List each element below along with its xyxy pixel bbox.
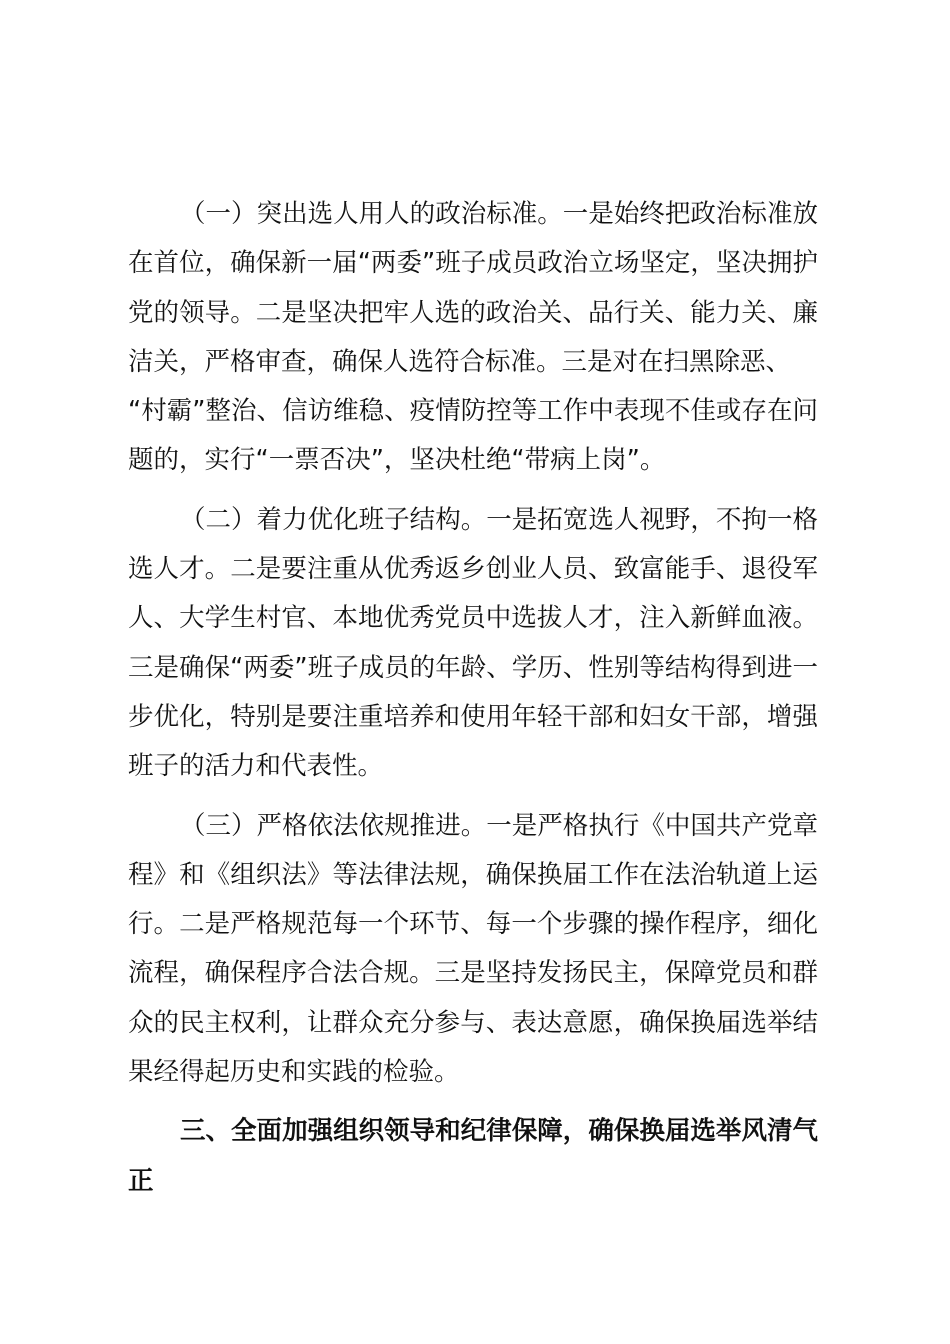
document-page [128, 190, 818, 1216]
text-line: 行。二是严格规范每一个环节、每一个步骤的操作程序，细化 [128, 909, 818, 940]
text-line: 众的民主权利，让群众充分参与、表达意愿，确保换届选举结 [128, 1007, 818, 1038]
text-line: 党的领导。二是坚决把牢人选的政治关、品行关、能力关、廉 [128, 297, 818, 328]
text-line: “村霸”整治、信访维稳、疫情防控等工作中表现不佳或存在问 [128, 396, 818, 427]
heading-line: 三、全面加强组织领导和纪律保障，确保换届选举风清气 [180, 1116, 818, 1147]
text-line: 果经得起历史和实践的检验。 [128, 1057, 460, 1088]
text-line: 在首位，确保新一届“两委”班子成员政治立场坚定，坚决拥护 [128, 248, 818, 279]
text-line: 程》和《组织法》等法律法规，确保换届工作在法治轨道上运 [128, 859, 818, 890]
text-line: 班子的活力和代表性。 [128, 751, 384, 782]
paragraph-section-1 [128, 190, 818, 486]
text-line: 选人才。二是要注重从优秀返乡创业人员、致富能手、退役军 [128, 554, 818, 585]
heading-line: 正 [128, 1165, 154, 1196]
text-line: 题的，实行“一票否决”，坚决杜绝“带病上岗”。 [128, 445, 666, 476]
text-line: 流程，确保程序合法合规。三是坚持发扬民主，保障党员和群 [128, 958, 818, 989]
text-line: 洁关，严格审查，确保人选符合标准。三是对在扫黑除恶、 [128, 346, 792, 377]
paragraph-section-2 [128, 496, 818, 792]
text-line: 步优化，特别是要注重培养和使用年轻干部和妇女干部，增强 [128, 701, 818, 732]
text-line: （一）突出选人用人的政治标准。一是始终把政治标准放 [180, 199, 818, 229]
text-line: 三是确保“两委”班子成员的年龄、学历、性别等结构得到进一 [128, 652, 818, 683]
text-line: （二）着力优化班子结构。一是拓宽选人视野，不拘一格 [180, 504, 818, 535]
section-heading [128, 1107, 818, 1206]
text-line: （三）严格依法依规推进。一是严格执行《中国共产党章 [180, 810, 818, 841]
text-line: 人、大学生村官、本地优秀党员中选拔人才，注入新鲜血液。 [128, 603, 818, 634]
paragraph-section-3 [128, 802, 818, 1098]
